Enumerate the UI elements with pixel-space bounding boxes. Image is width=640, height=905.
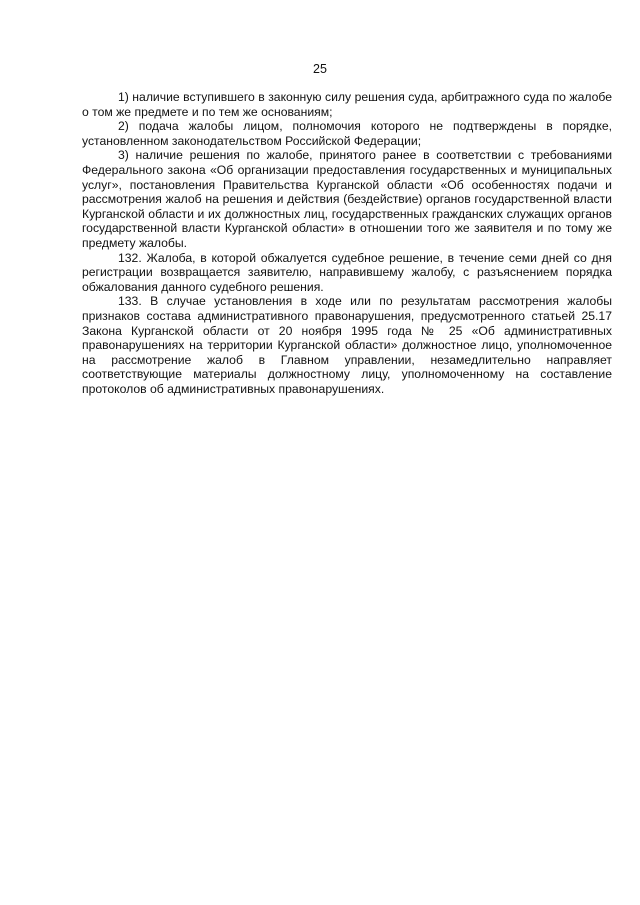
paragraph-133: 133. В случае установления в ходе или по результатам рассмотрения жалобы признаков состава административного правонарушения, предусмотренного статьей 25.17 Закона Курганской области от 20 ноября 1995 года № 25 «Об административных правонарушениях на территории Курганской области» должностное лицо, уполномоченное на рассмотрение жалоб в Главном управлении, незамедлительно направляет соответствующие материалы должностному лицу, уполномоченному на составление протоколов об административных правонарушениях.	[82, 294, 612, 396]
document-body	[82, 90, 612, 396]
page-number: 25	[313, 62, 327, 76]
paragraph-item-2: 2) подача жалобы лицом, полномочия которого не подтверждены в порядке, установленном законодательством Российской Федерации;	[82, 119, 612, 148]
paragraph-item-3: 3) наличие решения по жалобе, принятого ранее в соответствии с требованиями Федерального закона «Об организации предоставления государственных и муниципальных услуг», постановления Правительства Курганской области «Об особенностях подачи и рассмотрения жалоб на решения и действия (бездействие) органов государственной власти Курганской области и их должностных лиц, государственных гражданских служащих органов государственной власти Курганской области» в отношении того же заявителя и по тому же предмету жалобы.	[82, 148, 612, 250]
paragraph-132: 132. Жалоба, в которой обжалуется судебное решение, в течение семи дней со дня регистрации возвращается заявителю, направившему жалобу, с разъяснением порядка обжалования данного судебного решения.	[82, 250, 612, 294]
paragraph-item-1: 1) наличие вступившего в законную силу решения суда, арбитражного суда по жалобе о том же предмете и по тем же основаниям;	[82, 90, 612, 119]
